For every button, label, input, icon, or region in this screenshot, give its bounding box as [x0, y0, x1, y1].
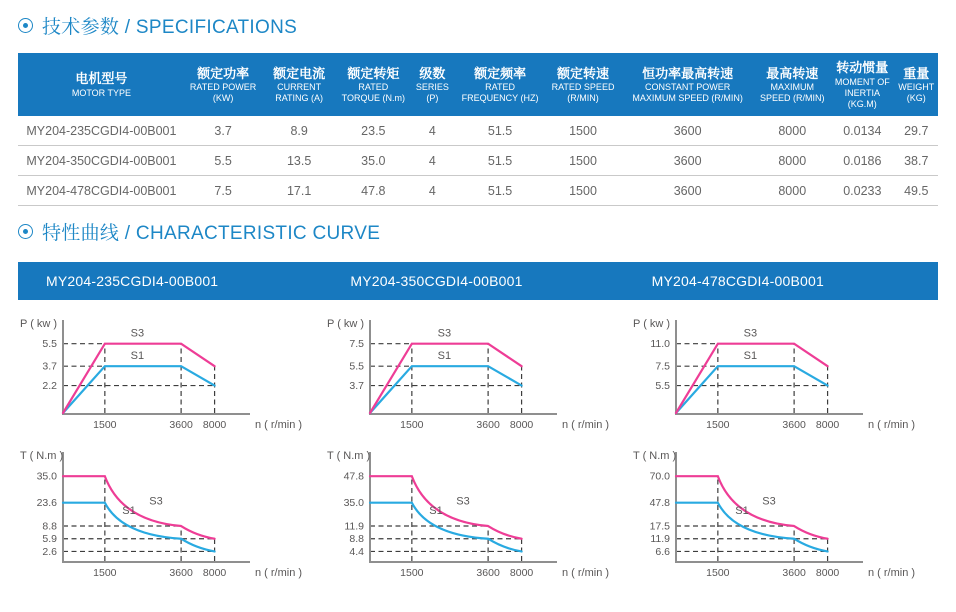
power-curve-chart [18, 315, 318, 437]
spec-value-cell: 3.7 [185, 116, 262, 146]
column-header-en: RATED SPEED (R/MIN) [551, 82, 615, 104]
power-chart-cell [325, 315, 632, 437]
column-header-zh: 额定功率 [197, 65, 250, 81]
series-label-s1: S1 [743, 350, 758, 363]
x-tick-label: 8000 [202, 567, 227, 580]
y-tick-label: 23.6 [36, 497, 57, 510]
series-label-s3: S3 [762, 495, 777, 508]
spec-column-header [621, 53, 755, 116]
spec-value-cell: 1500 [545, 116, 621, 146]
motor-type-cell: MY204-350CGDI4-00B001 [18, 146, 185, 176]
y-tick-label: 35.0 [36, 471, 57, 484]
curve-model-label: MY204-350CGDI4-00B001 [350, 273, 523, 290]
spec-value-cell: 4 [410, 146, 455, 176]
x-tick-label: 8000 [509, 419, 533, 432]
y-tick-label: 70.0 [649, 471, 671, 484]
y-tick-label: 3.7 [349, 380, 364, 393]
series-label-s1: S1 [130, 350, 145, 363]
y-tick-label: 2.6 [42, 546, 57, 559]
curve-s3 [370, 477, 522, 540]
x-tick-label: 1500 [706, 567, 730, 580]
spec-value-cell: 29.7 [895, 116, 938, 146]
curve-s1 [63, 503, 215, 552]
curve-s1 [676, 503, 828, 552]
series-label-s3: S3 [743, 328, 758, 341]
x-tick-label: 3600 [782, 567, 807, 580]
spec-value-cell: 4 [410, 176, 455, 206]
spec-column-header [754, 53, 830, 116]
spec-value-cell: 38.7 [895, 146, 938, 176]
curve-model-label: MY204-478CGDI4-00B001 [651, 273, 824, 290]
spec-value-cell: 4 [410, 116, 455, 146]
y-tick-label: 17.5 [649, 520, 671, 533]
spec-value-cell: 8000 [754, 116, 830, 146]
torque-chart-cell [631, 445, 938, 585]
y-tick-label: 5.9 [42, 533, 57, 546]
spec-column-header [410, 53, 455, 116]
spec-row [18, 146, 938, 176]
column-header-en: MOMENT OF INERTIA (KG.M) [834, 76, 890, 110]
y-tick-label: 4.4 [349, 546, 364, 559]
torque-chart-cell [325, 445, 632, 585]
column-header-en: CURRENT RATING (A) [275, 82, 324, 104]
column-header-en: MAXIMUM SPEED (R/MIN) [760, 82, 825, 104]
y-axis-label: P ( kw ) [633, 318, 671, 331]
x-tick-label: 8000 [509, 567, 533, 580]
column-header-zh: 重量 [903, 65, 930, 81]
x-tick-label: 3600 [782, 419, 807, 432]
column-header-zh: 额定转矩 [347, 65, 400, 81]
column-header-zh: 转动惯量 [836, 60, 889, 75]
y-tick-label: 35.0 [343, 497, 364, 510]
power-chart-cell [18, 315, 325, 437]
spec-value-cell: 23.5 [337, 116, 410, 146]
column-header-en: WEIGHT (KG) [898, 82, 935, 104]
spec-value-cell: 13.5 [261, 146, 337, 176]
spec-row [18, 116, 938, 146]
y-axis-label: P ( kw ) [326, 318, 364, 331]
column-header-zh: 最高转速 [766, 65, 819, 81]
y-tick-label: 3.7 [42, 361, 57, 374]
y-tick-label: 8.8 [42, 520, 57, 533]
series-label-s3: S3 [149, 495, 163, 508]
column-header-zh: 电机型号 [75, 71, 128, 87]
x-axis-label: n ( r/min ) [868, 419, 916, 432]
curve-s1 [370, 503, 522, 552]
x-axis-label: n ( r/min ) [255, 567, 303, 580]
spec-value-cell: 35.0 [337, 146, 410, 176]
x-axis-label: n ( r/min ) [255, 419, 303, 432]
spec-value-cell: 5.5 [185, 146, 262, 176]
column-header-zh: 恒功率最高转速 [642, 65, 734, 81]
x-tick-label: 1500 [706, 419, 730, 432]
series-label-s3: S3 [455, 495, 470, 508]
x-axis-label: n ( r/min ) [561, 567, 609, 580]
column-header-en: RATED POWER (KW) [189, 82, 257, 104]
x-tick-label: 8000 [816, 419, 840, 432]
column-header-en: CONSTANT POWER MAXIMUM SPEED (R/MIN) [632, 82, 743, 104]
spec-value-cell: 0.0233 [830, 176, 895, 206]
x-tick-label: 3600 [169, 419, 193, 432]
column-header-zh: 额定频率 [474, 65, 527, 81]
circle-dot-icon [18, 18, 33, 33]
specifications-title-text: 技术参数 / SPECIFICATIONS [42, 17, 298, 38]
curve-s3 [63, 477, 215, 540]
series-label-s1: S1 [735, 505, 750, 518]
spec-value-cell: 3600 [621, 116, 755, 146]
spec-value-cell: 3600 [621, 146, 755, 176]
y-tick-label: 11.9 [650, 533, 671, 546]
spec-value-cell: 8000 [754, 176, 830, 206]
torque-curve-chart [631, 445, 931, 585]
spec-value-cell: 8000 [754, 146, 830, 176]
spec-value-cell: 1500 [545, 176, 621, 206]
spec-value-cell: 0.0186 [830, 146, 895, 176]
y-tick-label: 5.5 [42, 338, 57, 351]
spec-value-cell: 51.5 [455, 116, 545, 146]
spec-column-header [895, 53, 938, 116]
x-tick-label: 3600 [476, 419, 500, 432]
column-header-en: SERIES (P) [415, 82, 449, 104]
model-band [18, 262, 938, 300]
x-tick-label: 8000 [202, 419, 227, 432]
x-tick-label: 1500 [399, 419, 424, 432]
spec-header-row [18, 53, 938, 116]
column-header-en: MOTOR TYPE [71, 87, 132, 98]
x-tick-label: 1500 [399, 567, 424, 580]
specifications-section-title [18, 12, 956, 39]
y-tick-label: 7.5 [349, 338, 364, 351]
torque-curve-chart [325, 445, 625, 585]
spec-value-cell: 7.5 [185, 176, 262, 206]
spec-column-header [830, 53, 895, 116]
curve-title-text: 特性曲线 / CHARACTERISTIC CURVE [42, 223, 381, 245]
spec-column-header [185, 53, 262, 116]
spec-value-cell: 8.9 [261, 116, 337, 146]
y-tick-label: 2.2 [42, 380, 57, 393]
y-tick-label: 7.5 [655, 361, 671, 374]
curve-model-label: MY204-235CGDI4-00B001 [46, 273, 219, 290]
spec-value-cell: 0.0134 [830, 116, 895, 146]
y-axis-label: T ( N.m ) [326, 450, 370, 463]
x-tick-label: 1500 [93, 567, 117, 580]
spec-value-cell: 49.5 [895, 176, 938, 206]
spec-column-header [337, 53, 410, 116]
x-axis-label: n ( r/min ) [561, 419, 609, 432]
spec-column-header [455, 53, 545, 116]
spec-table-head [18, 53, 938, 116]
series-label-s1: S1 [122, 505, 136, 518]
torque-curve-chart [18, 445, 318, 585]
curve-section-title [18, 218, 956, 245]
motor-type-cell: MY204-478CGDI4-00B001 [18, 176, 185, 206]
spec-column-header [261, 53, 337, 116]
spec-column-header [18, 53, 185, 116]
y-tick-label: 47.8 [343, 471, 364, 484]
spec-column-header [545, 53, 621, 116]
x-tick-label: 1500 [93, 419, 117, 432]
spec-value-cell: 17.1 [261, 176, 337, 206]
series-label-s3: S3 [130, 328, 145, 341]
charts-grid [18, 315, 938, 585]
y-tick-label: 6.6 [655, 546, 671, 559]
motor-type-cell: MY204-235CGDI4-00B001 [18, 116, 185, 146]
spec-value-cell: 3600 [621, 176, 755, 206]
y-axis-label: T ( N.m ) [20, 450, 64, 463]
spec-value-cell: 51.5 [455, 146, 545, 176]
column-header-zh: 级数 [419, 65, 446, 81]
specifications-table [18, 53, 938, 206]
series-label-s1: S1 [428, 505, 443, 518]
spec-row [18, 176, 938, 206]
column-header-en: RATED TORQUE (N.m) [341, 82, 406, 104]
power-curve-chart [325, 315, 625, 437]
x-tick-label: 3600 [476, 567, 500, 580]
spec-value-cell: 1500 [545, 146, 621, 176]
y-axis-label: T ( N.m ) [633, 450, 677, 463]
circle-dot-icon [18, 224, 33, 239]
power-chart-cell [631, 315, 938, 437]
y-tick-label: 11.0 [650, 338, 671, 351]
torque-chart-cell [18, 445, 325, 585]
power-curve-chart [631, 315, 931, 437]
y-tick-label: 11.9 [343, 520, 364, 533]
spec-value-cell: 47.8 [337, 176, 410, 206]
y-tick-label: 5.5 [655, 380, 671, 393]
y-tick-label: 47.8 [649, 497, 671, 510]
spec-table-body [18, 116, 938, 206]
series-label-s3: S3 [437, 328, 451, 341]
spec-value-cell: 51.5 [455, 176, 545, 206]
y-axis-label: P ( kw ) [20, 318, 58, 331]
y-tick-label: 5.5 [349, 361, 364, 374]
curve-s3 [676, 477, 828, 540]
column-header-zh: 额定电流 [273, 65, 326, 81]
series-label-s1: S1 [437, 350, 451, 363]
x-tick-label: 3600 [169, 567, 193, 580]
x-tick-label: 8000 [816, 567, 840, 580]
y-tick-label: 8.8 [349, 533, 364, 546]
column-header-zh: 额定转速 [557, 65, 610, 81]
column-header-en: RATED FREQUENCY (HZ) [461, 82, 539, 104]
x-axis-label: n ( r/min ) [868, 567, 916, 580]
